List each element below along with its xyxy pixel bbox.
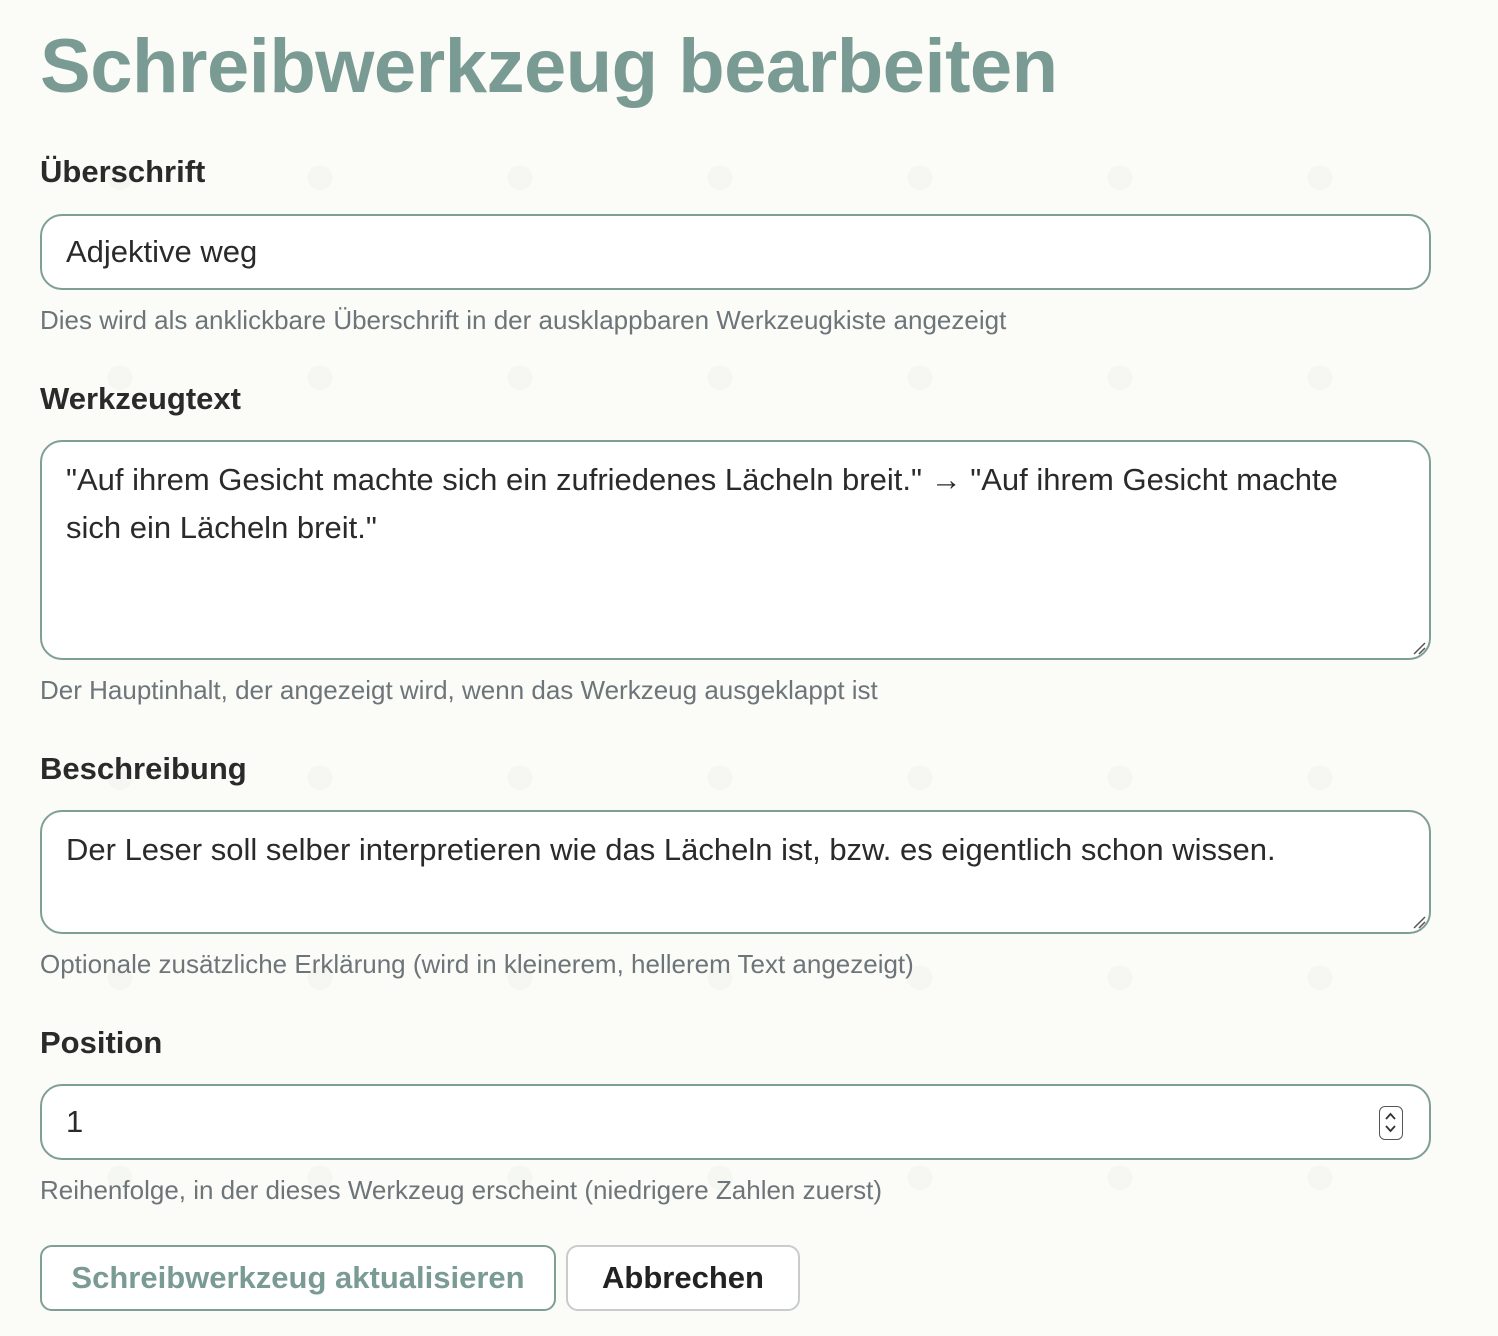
number-spinner-icon[interactable] — [1379, 1106, 1403, 1140]
position-input-value: 1 — [66, 1104, 84, 1139]
description-textarea[interactable] — [40, 810, 1431, 934]
update-tool-button[interactable]: Schreibwerkzeug aktualisieren — [40, 1245, 556, 1311]
heading-hint: Dies wird als anklickbare Überschrift in der ausklappbaren Werkzeugkiste angezeigt — [40, 305, 1007, 335]
edit-tool-page — [40, 0, 1431, 1295]
tool-text-line-2: sich ein Lächeln breit." — [66, 510, 377, 545]
heading-input[interactable] — [40, 214, 1431, 290]
tool-text-line-1: "Auf ihrem Gesicht machte sich ein zufriedenes Lächeln breit." → "Auf ihrem Gesicht machte — [66, 462, 1338, 497]
cancel-button[interactable]: Abbrechen — [566, 1245, 800, 1311]
position-hint: Reihenfolge, in der dieses Werkzeug erscheint (niedrigere Zahlen zuerst) — [40, 1175, 883, 1205]
tool-text-hint: Der Hauptinhalt, der angezeigt wird, wenn das Werkzeug ausgeklappt ist — [40, 675, 878, 705]
heading-input-value: Adjektive weg — [66, 234, 258, 269]
description-hint: Optionale zusätzliche Erklärung (wird in kleinerem, hellerem Text angezeigt) — [40, 949, 914, 979]
resize-grip-icon[interactable] — [1412, 641, 1426, 655]
resize-grip-icon[interactable] — [1412, 915, 1426, 929]
tool-text-textarea[interactable] — [40, 440, 1431, 660]
page-title: Schreibwerkzeug bearbeiten — [40, 24, 1058, 109]
heading-label: Überschrift — [40, 154, 206, 189]
position-input[interactable] — [40, 1084, 1431, 1160]
tool-text-label: Werkzeugtext — [40, 381, 241, 416]
description-label: Beschreibung — [40, 751, 247, 786]
position-label: Position — [40, 1025, 163, 1060]
description-value: Der Leser soll selber interpretieren wie das Lächeln ist, bzw. es eigentlich schon wissen. — [66, 832, 1276, 867]
